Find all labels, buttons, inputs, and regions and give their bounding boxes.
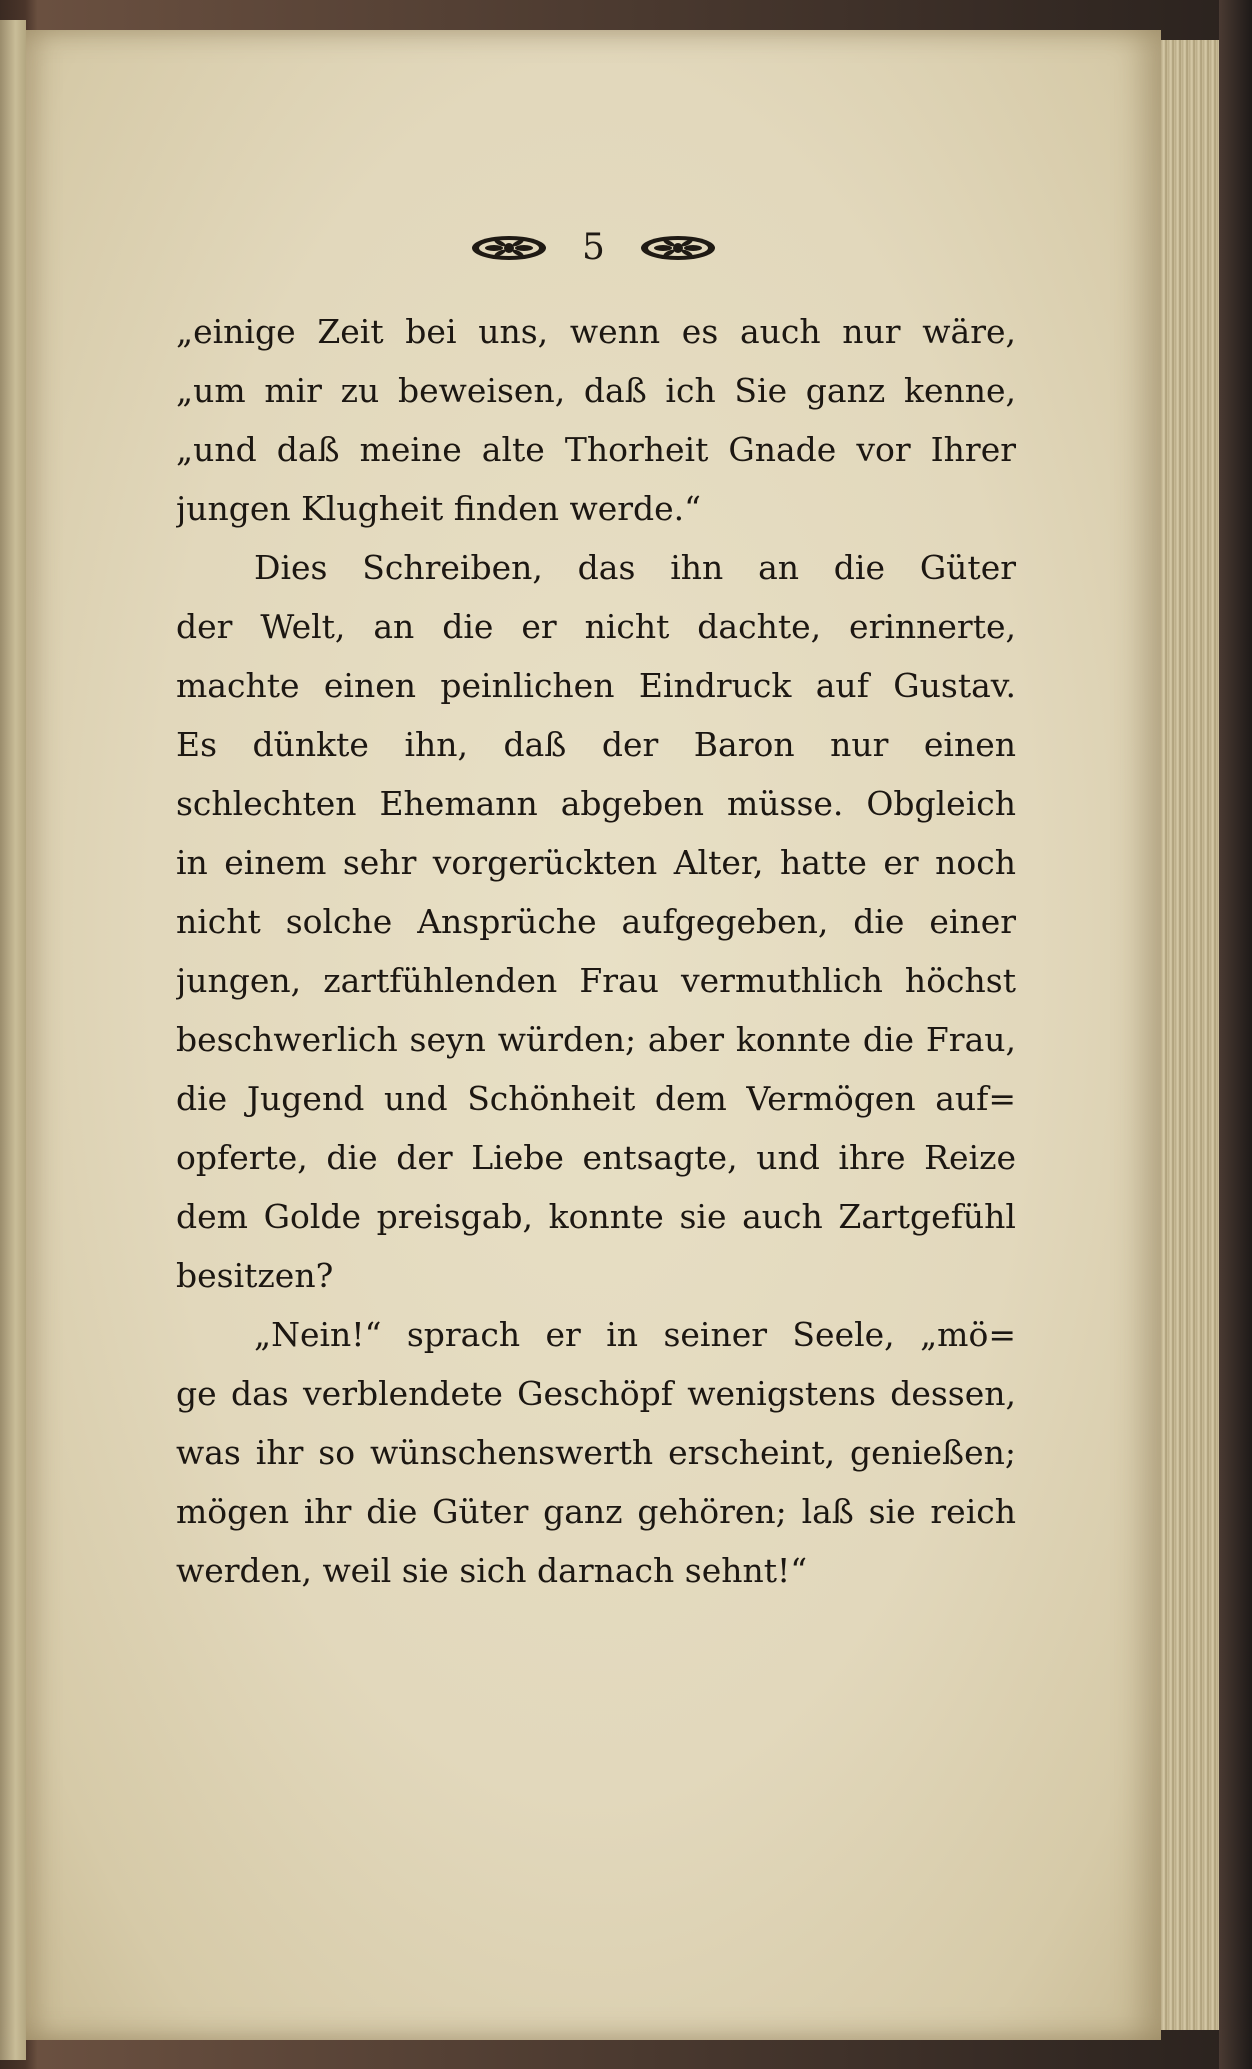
text-line: schlechten Ehemann abgeben müsse. Obgleich (176, 784, 1016, 823)
text-line: jungen, zartfühlenden Frau vermuthlich höchst (176, 961, 1016, 1000)
text-line: was ihr so wünschenswerth erscheint, genießen; (176, 1433, 1016, 1472)
text-line: in einem sehr vorgerückten Alter, hatte er noch (176, 843, 1016, 882)
page-header (26, 223, 1161, 273)
text-line: besitzen? (176, 1256, 334, 1295)
text-line: werden, weil sie sich darnach sehnt!“ (176, 1551, 808, 1590)
text-line: „um mir zu beweisen, daß ich Sie ganz kenne, (176, 371, 1016, 410)
text-line: mögen ihr die Güter ganz gehören; laß sie reich (176, 1492, 1016, 1531)
page-number: 5 (582, 227, 605, 268)
floral-rosette-icon (470, 234, 548, 262)
floral-rosette-icon (639, 234, 717, 262)
text-line: der Welt, an die er nicht dachte, erinnerte, (176, 607, 1016, 646)
text-line: jungen Klugheit finden werde.“ (176, 489, 702, 528)
facing-page-edge (0, 20, 26, 2060)
book-spine (1219, 0, 1252, 2069)
text-line: dem Golde preisgab, konnte sie auch Zartgefühl (176, 1197, 1016, 1236)
body-text (176, 302, 1016, 1600)
text-line: nicht solche Ansprüche aufgegeben, die einer (176, 902, 1016, 941)
text-line: Dies Schreiben, das ihn an die Güter (254, 548, 1016, 587)
text-line: „und daß meine alte Thorheit Gnade vor Ihrer (176, 430, 1016, 469)
page-block-edges (1161, 40, 1225, 2030)
text-line: die Jugend und Schönheit dem Vermögen auf= (176, 1079, 1016, 1118)
book-page (26, 30, 1161, 2040)
text-line: „Nein!“ sprach er in seiner Seele, „mö= (254, 1315, 1016, 1354)
text-line: opferte, die der Liebe entsagte, und ihre Reize (176, 1138, 1016, 1177)
text-line: Es dünkte ihn, daß der Baron nur einen (176, 725, 1016, 764)
text-line: „einige Zeit bei uns, wenn es auch nur wäre, (176, 312, 1016, 351)
text-line: machte einen peinlichen Eindruck auf Gustav. (176, 666, 1016, 705)
text-line: beschwerlich seyn würden; aber konnte die Frau, (176, 1020, 1016, 1059)
text-line: ge das verblendete Geschöpf wenigstens dessen, (176, 1374, 1016, 1413)
